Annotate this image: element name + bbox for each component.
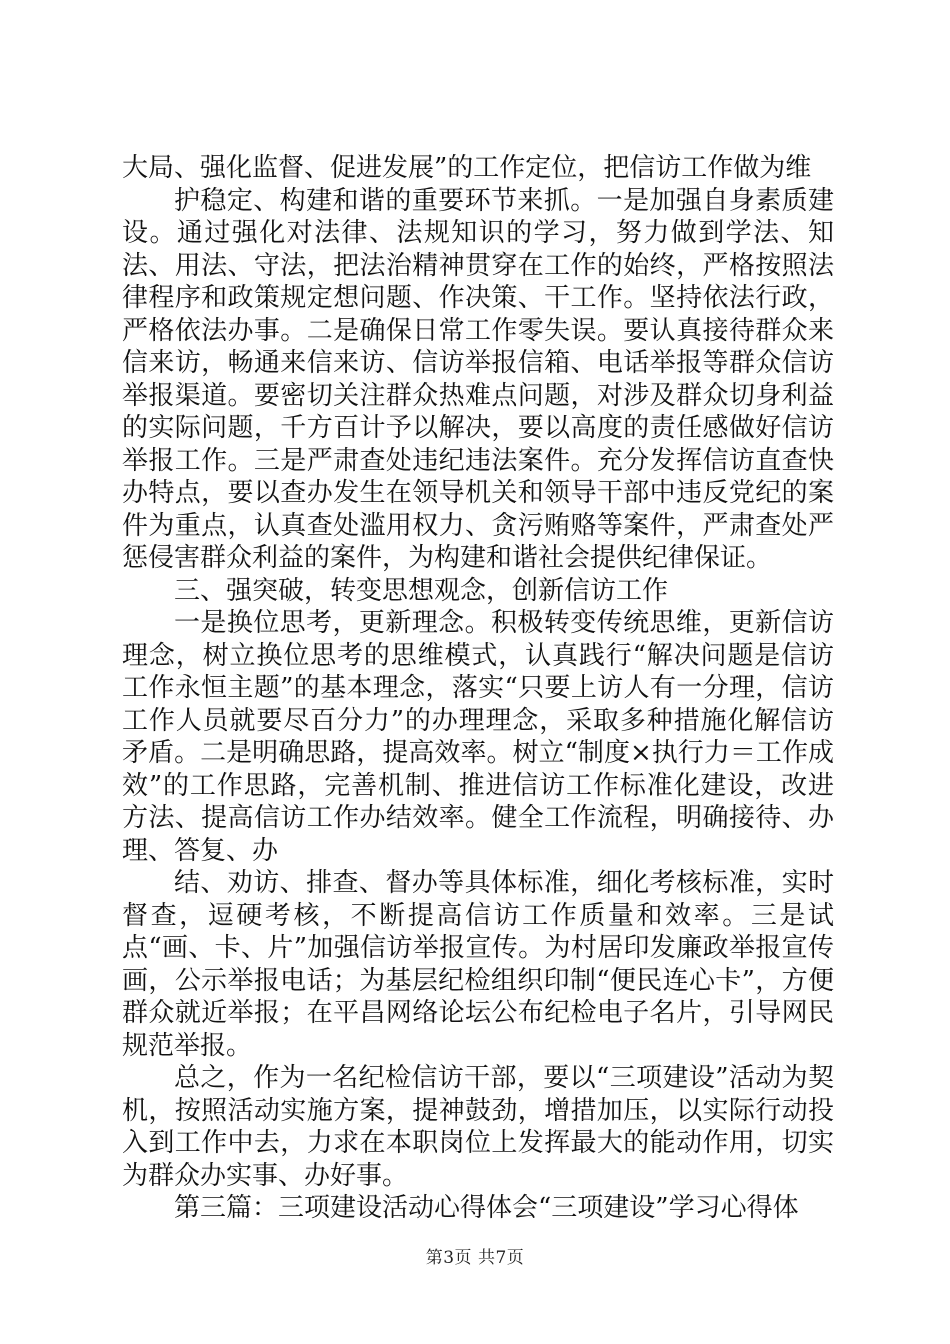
paragraph-continued: 大局、强化监督、促进发展”的工作定位，把信访工作做为维 (122, 153, 812, 183)
paragraph-self-quality: 护稳定、构建和谐的重要环节来抓。一是加强自身素质建设。通过强化对法律、法规知识的学习，努力做到学法、知法、用法、守法，把法治精神贯穿在工作的始终，严格按照法律程序和政策规定想问题、作决策、干工作。坚持依法行政，严格依法办事。二是确保日常工作零失误。要认真接待群众来信来访，畅通来信来访、信访举报信箱、电话举报等群众信访举报渠道。要密切关注群众热难点问题，对涉及群众切身利益的实际问题，千方百计予以解决，要以高度的责任感做好信访举报工作。三是严肃查处违纪违法案件。充分发挥信访直查快办特点，要以查办发生在领导机关和领导干部中违反党纪的案件为重点，认真查处滥用权力、贪污贿赂等案件，严肃查处严惩侵害群众利益的案件，为构建和谐社会提供纪律保证。 (122, 185, 834, 573)
body-text (122, 152, 834, 1225)
page-number: 第3页 共7页 (425, 1248, 525, 1268)
paragraph-rethinking: 一是换位思考，更新理念。积极转变传统思维，更新信访理念，树立换位思考的思维模式，认真践行“解决问题是信访工作永恒主题”的基本理念，落实“只要上访人有一分理，信访工作人员就要尽百分力”的办理理念，采取多种措施化解信访矛盾。二是明确思路，提高效率。树立“制度×执行力＝工作成效”的工作思路，完善机制、推进信访工作标准化建设，改进方法、提高信访工作办结效率。健全工作流程，明确接待、办理、答复、办 (122, 608, 834, 866)
paragraph-standards: 结、劝访、排查、督办等具体标准，细化考核标准，实时督查，逗硬考核，不断提高信访工作质量和效率。三是试点“画、卡、片”加强信访举报宣传。为村居印发廉政举报宣传画，公示举报电话；为基层纪检组织印制“便民连心卡”，方便群众就近举报；在平昌网络论坛公布纪检电子名片，引导网民规范举报。 (122, 868, 834, 1061)
section-heading: 三、强突破，转变思想观念，创新信访工作 (174, 575, 669, 606)
paragraph-next-article: 第三篇：三项建设活动心得体会“三项建设”学习心得体 (174, 1193, 799, 1223)
paragraph-conclusion: 总之，作为一名纪检信访干部，要以“三项建设”活动为契机，按照活动实施方案，提神鼓劲，增措加压，以实际行动投入到工作中去，力求在本职岗位上发挥最大的能动作用，切实为群众办实事、办好事。 (122, 1063, 834, 1191)
